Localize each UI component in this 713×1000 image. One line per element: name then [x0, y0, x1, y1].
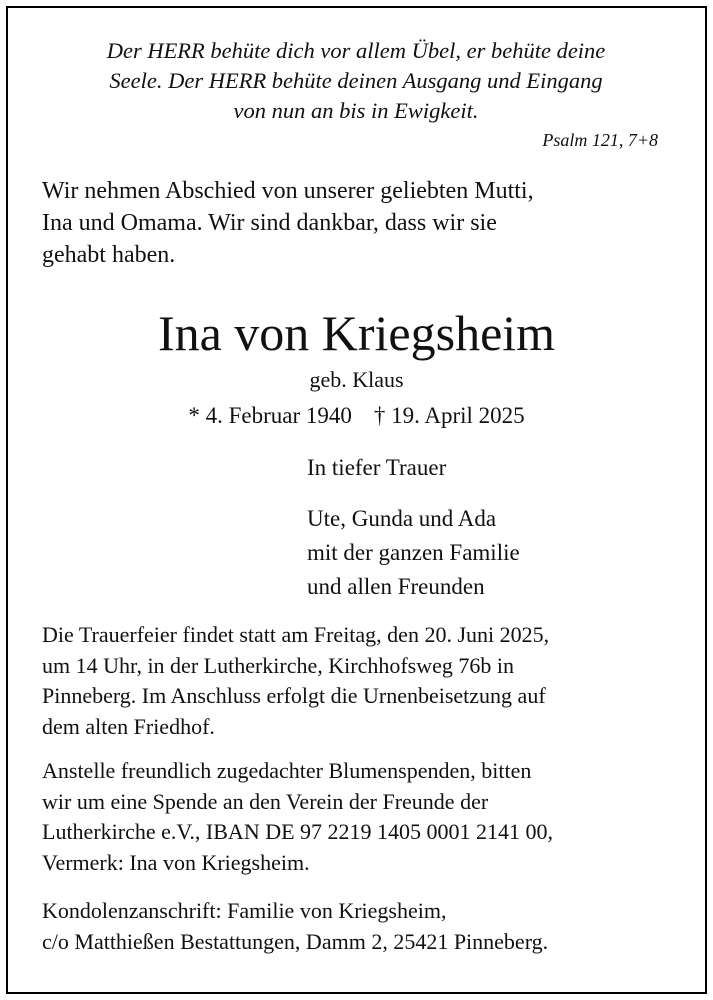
farewell-line: gehabt haben. [42, 242, 176, 268]
funeral-line: Pinneberg. Im Anschluss erfolgt die Urnenbeisetzung auf [42, 683, 546, 708]
donation-info [42, 756, 682, 878]
funeral-info [42, 620, 682, 742]
death-date: † 19. April 2025 [373, 403, 525, 428]
donation-line: Vermerk: Ina von Kriegsheim. [42, 849, 310, 875]
birth-date: * 4. Februar 1940 [188, 403, 352, 428]
condolence-address [42, 896, 682, 957]
verse-line: Seele. Der HERR behüte deinen Ausgang und Eingang [109, 68, 603, 93]
farewell-line: Wir nehmen Abschied von unserer geliebten Mutti, [42, 178, 534, 204]
farewell-line: Ina und Omama. Wir sind dankbar, dass wir sie [42, 210, 497, 236]
funeral-line: dem alten Friedhof. [42, 713, 215, 739]
verse-line: Der HERR behüte dich vor allem Übel, er behüte deine [106, 38, 606, 63]
farewell-text [42, 175, 682, 271]
verse-line: von nun an bis in Ewigkeit. [233, 98, 479, 123]
condolence-line: c/o Matthießen Bestattungen, Damm 2, 25421 Pinneberg. [42, 928, 549, 954]
bible-verse [40, 36, 672, 126]
mourning-heading: In tiefer Trauer [307, 455, 447, 480]
funeral-line: Die Trauerfeier findet statt am Freitag, den 20. Juni 2025, [42, 622, 550, 647]
verse-reference: Psalm 121, 7+8 [542, 130, 658, 150]
mourner-line: und allen Freunden [307, 574, 485, 599]
deceased-name: Ina von Kriegsheim [157, 305, 556, 361]
mourners-list [307, 502, 520, 604]
life-dates [0, 400, 713, 432]
mourner-line: Ute, Gunda und Ada [307, 506, 497, 531]
donation-line: wir um eine Spende an den Verein der Freunde der [42, 788, 489, 814]
donation-line: Anstelle freundlich zugedachter Blumenspenden, bitten [42, 758, 532, 783]
birth-name: geb. Klaus [309, 367, 404, 392]
funeral-line: um 14 Uhr, in der Lutherkirche, Kirchhofsweg 76b in [42, 652, 515, 678]
condolence-line: Kondolenzanschrift: Familie von Kriegsheim, [42, 898, 447, 923]
donation-line: Lutherkirche e.V., IBAN DE 97 2219 1405 0001 2141 00, [42, 819, 554, 844]
mourner-line: mit der ganzen Familie [307, 540, 520, 565]
